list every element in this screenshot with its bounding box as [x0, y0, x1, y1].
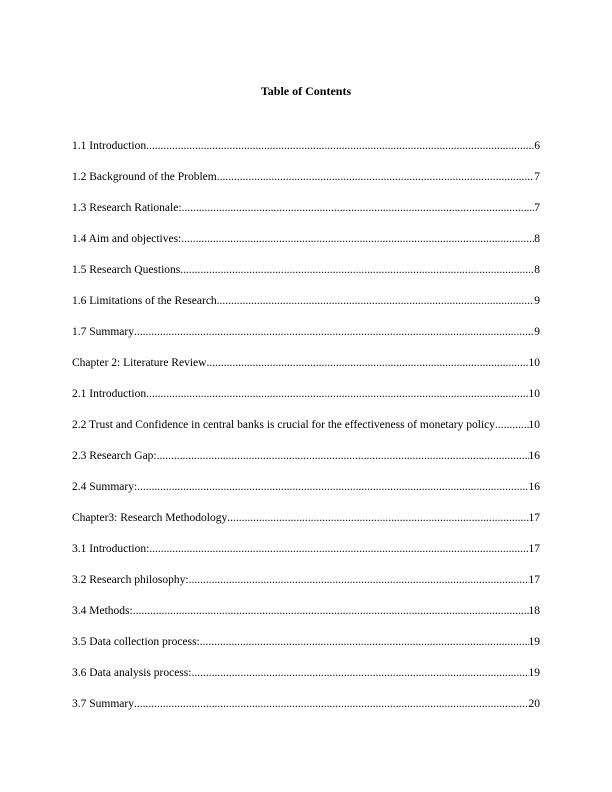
toc-entry-label: 1.7 Summary — [72, 326, 134, 338]
toc-entry[interactable] — [72, 294, 540, 325]
toc-entry-label: 3.7 Summary — [72, 698, 134, 710]
toc-entry-page: 10 — [528, 357, 540, 369]
toc-entry-page: 8 — [534, 264, 540, 276]
toc-dot-leader — [182, 201, 535, 215]
toc-entry-label: 2.4 Summary: — [72, 481, 138, 493]
toc-entry-page: 8 — [534, 233, 540, 245]
toc-entry-label: 1.5 Research Questions — [72, 264, 181, 276]
toc-entry-label: 1.2 Background of the Problem — [72, 171, 217, 183]
toc-entry-page: 10 — [528, 419, 540, 431]
toc-dot-leader — [157, 449, 529, 463]
toc-entry[interactable] — [72, 635, 540, 666]
toc-entry-label: 2.1 Introduction — [72, 388, 147, 400]
toc-entry-page: 6 — [534, 140, 540, 152]
toc-entry-label: 3.6 Data analysis process: — [72, 667, 192, 679]
toc-dot-leader — [206, 356, 528, 370]
toc-entry-label: 1.1 Introduction — [72, 140, 147, 152]
toc-entry-label: 3.4 Methods: — [72, 605, 133, 617]
toc-entry[interactable] — [72, 449, 540, 480]
toc-entry[interactable] — [72, 666, 540, 697]
toc-list — [72, 139, 540, 728]
toc-entry-label: Chapter 2: Literature Review — [72, 357, 207, 369]
toc-entry-label: 3.1 Introduction: — [72, 543, 150, 555]
toc-entry-page: 17 — [528, 574, 540, 586]
toc-entry[interactable] — [72, 480, 540, 511]
toc-entry-page: 9 — [534, 295, 540, 307]
toc-entry[interactable] — [72, 201, 540, 232]
toc-entry-page: 19 — [528, 636, 540, 648]
toc-entry[interactable] — [72, 387, 540, 418]
toc-entry-page: 10 — [528, 388, 540, 400]
toc-entry[interactable] — [72, 542, 540, 573]
toc-entry-page: 16 — [528, 481, 540, 493]
toc-entry-label: 2.3 Research Gap: — [72, 450, 157, 462]
toc-entry[interactable] — [72, 573, 540, 604]
toc-entry-page: 17 — [528, 512, 540, 524]
toc-entry-page: 17 — [528, 543, 540, 555]
toc-entry[interactable] — [72, 511, 540, 542]
toc-dot-leader — [134, 325, 534, 339]
toc-dot-leader — [137, 480, 528, 494]
toc-dot-leader — [181, 232, 534, 246]
toc-entry-page: 19 — [528, 667, 540, 679]
toc-entry-page: 16 — [528, 450, 540, 462]
toc-dot-leader — [495, 418, 529, 432]
toc-entry[interactable] — [72, 356, 540, 387]
toc-dot-leader — [146, 139, 534, 153]
toc-dot-leader — [200, 635, 529, 649]
toc-dot-leader — [217, 170, 535, 184]
toc-dot-leader — [146, 387, 528, 401]
toc-entry[interactable] — [72, 604, 540, 635]
toc-entry[interactable] — [72, 697, 540, 728]
toc-entry[interactable] — [72, 232, 540, 263]
toc-entry-label: 1.6 Limitations of the Research — [72, 295, 217, 307]
toc-entry[interactable] — [72, 139, 540, 170]
toc-entry[interactable] — [72, 170, 540, 201]
toc-entry-label: Chapter3: Research Methodology — [72, 512, 228, 524]
toc-entry-label: 1.4 Aim and objectives: — [72, 233, 182, 245]
toc-dot-leader — [217, 294, 535, 308]
toc-dot-leader — [149, 542, 528, 556]
toc-entry-page: 20 — [528, 698, 540, 710]
toc-dot-leader — [133, 604, 529, 618]
toc-entry[interactable] — [72, 263, 540, 294]
toc-dot-leader — [134, 697, 529, 711]
toc-dot-leader — [191, 666, 528, 680]
toc-entry-page: 9 — [534, 326, 540, 338]
toc-entry-label: 2.2 Trust and Confidence in central banks is crucial for the effectiveness of monetary policy — [72, 419, 495, 431]
toc-dot-leader — [180, 263, 534, 277]
toc-entry[interactable] — [72, 418, 540, 449]
toc-entry-page: 7 — [534, 202, 540, 214]
toc-entry-label: 1.3 Research Rationale: — [72, 202, 182, 214]
toc-entry-page: 18 — [528, 605, 540, 617]
toc-entry-page: 7 — [534, 171, 540, 183]
toc-dot-leader — [227, 511, 528, 525]
toc-entry-label: 3.2 Research philosophy: — [72, 574, 189, 586]
toc-title: Table of Contents — [260, 84, 352, 98]
toc-dot-leader — [189, 573, 529, 587]
toc-entry[interactable] — [72, 325, 540, 356]
toc-entry-label: 3.5 Data collection process: — [72, 636, 200, 648]
